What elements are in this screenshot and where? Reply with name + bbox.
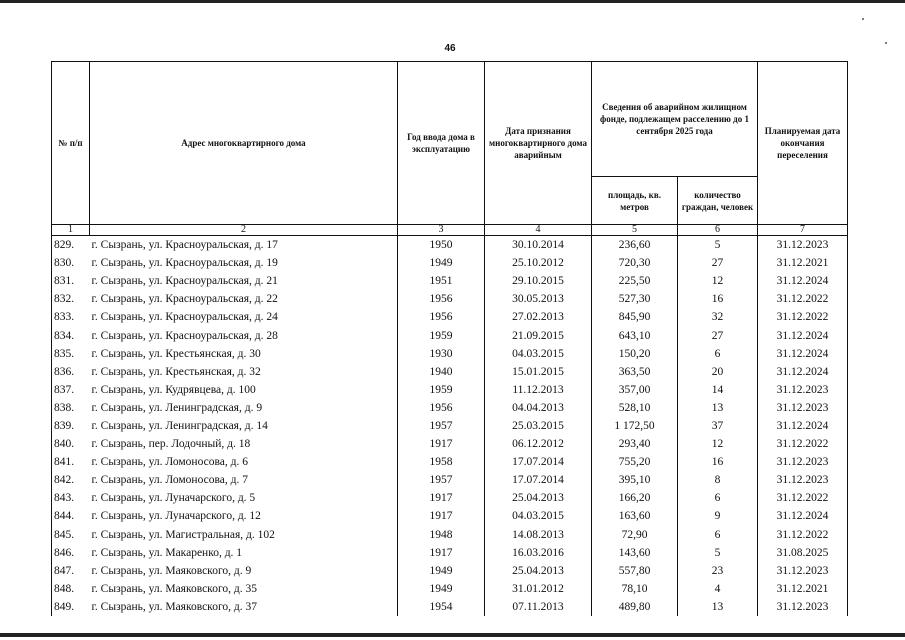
header-people: количество граждан, человек <box>678 177 758 225</box>
row-year: 1949 <box>398 254 485 272</box>
row-planned-date: 31.12.2022 <box>758 308 848 326</box>
row-number: 839. <box>52 417 90 435</box>
row-address: г. Сызрань, ул. Красноуральская, д. 28 <box>90 326 398 344</box>
row-people-count: 8 <box>678 471 758 489</box>
table-row <box>52 254 848 272</box>
row-area: 166,20 <box>592 489 678 507</box>
row-number: 829. <box>52 236 90 255</box>
row-recognition-date: 29.10.2015 <box>485 272 592 290</box>
row-area: 395,10 <box>592 471 678 489</box>
row-year: 1956 <box>398 399 485 417</box>
row-recognition-date: 30.10.2014 <box>485 236 592 255</box>
row-people-count: 9 <box>678 507 758 525</box>
table-row <box>52 236 848 255</box>
table-row <box>52 308 848 326</box>
row-address: г. Сызрань, ул. Луначарского, д. 5 <box>90 489 398 507</box>
row-year: 1948 <box>398 526 485 544</box>
table-row <box>52 363 848 381</box>
header-group: Сведения об аварийном жилищном фонде, подлежащем расселению до 1 сентября 2025 года <box>592 62 758 177</box>
row-people-count: 6 <box>678 345 758 363</box>
row-address: г. Сызрань, ул. Ленинградская, д. 9 <box>90 399 398 417</box>
row-people-count: 16 <box>678 290 758 308</box>
table-row <box>52 345 848 363</box>
row-area: 845,90 <box>592 308 678 326</box>
row-people-count: 5 <box>678 236 758 255</box>
row-number: 836. <box>52 363 90 381</box>
row-area: 225,50 <box>592 272 678 290</box>
table-row <box>52 453 848 471</box>
header-num: № п/п <box>52 62 90 225</box>
row-planned-date: 31.12.2023 <box>758 381 848 399</box>
row-recognition-date: 14.08.2013 <box>485 526 592 544</box>
table-row <box>52 562 848 580</box>
row-area: 293,40 <box>592 435 678 453</box>
row-number: 840. <box>52 435 90 453</box>
table-row <box>52 435 848 453</box>
row-recognition-date: 30.05.2013 <box>485 290 592 308</box>
row-recognition-date: 04.04.2013 <box>485 399 592 417</box>
row-planned-date: 31.12.2024 <box>758 345 848 363</box>
row-year: 1959 <box>398 326 485 344</box>
row-area: 643,10 <box>592 326 678 344</box>
row-address: г. Сызрань, ул. Крестьянская, д. 30 <box>90 345 398 363</box>
row-year: 1940 <box>398 363 485 381</box>
row-area: 557,80 <box>592 562 678 580</box>
row-address: г. Сызрань, ул. Ленинградская, д. 14 <box>90 417 398 435</box>
row-area: 720,30 <box>592 254 678 272</box>
row-people-count: 5 <box>678 544 758 562</box>
row-number: 838. <box>52 399 90 417</box>
row-area: 72,90 <box>592 526 678 544</box>
row-planned-date: 31.12.2021 <box>758 254 848 272</box>
row-recognition-date: 04.03.2015 <box>485 507 592 525</box>
row-area: 527,30 <box>592 290 678 308</box>
header-recognition-date: Дата признания многоквартирного дома аварийным <box>485 62 592 225</box>
row-area: 150,20 <box>592 345 678 363</box>
column-number: 5 <box>592 225 678 236</box>
table-row <box>52 272 848 290</box>
row-address: г. Сызрань, ул. Луначарского, д. 12 <box>90 507 398 525</box>
row-year: 1957 <box>398 417 485 435</box>
table-body <box>52 236 848 616</box>
row-area: 163,60 <box>592 507 678 525</box>
scan-top-edge <box>0 0 905 3</box>
row-recognition-date: 27.02.2013 <box>485 308 592 326</box>
row-address: г. Сызрань, ул. Красноуральская, д. 22 <box>90 290 398 308</box>
row-number: 842. <box>52 471 90 489</box>
row-planned-date: 31.12.2023 <box>758 236 848 255</box>
row-area: 755,20 <box>592 453 678 471</box>
row-people-count: 37 <box>678 417 758 435</box>
row-area: 489,80 <box>592 598 678 616</box>
row-year: 1958 <box>398 453 485 471</box>
row-address: г. Сызрань, ул. Маяковского, д. 9 <box>90 562 398 580</box>
row-people-count: 6 <box>678 489 758 507</box>
table-row <box>52 326 848 344</box>
row-address: г. Сызрань, ул. Крестьянская, д. 32 <box>90 363 398 381</box>
row-year: 1917 <box>398 435 485 453</box>
page-number: 46 <box>444 43 456 54</box>
row-year: 1954 <box>398 598 485 616</box>
row-year: 1949 <box>398 562 485 580</box>
row-planned-date: 31.12.2022 <box>758 489 848 507</box>
table-row <box>52 471 848 489</box>
row-people-count: 6 <box>678 526 758 544</box>
row-recognition-date: 11.12.2013 <box>485 381 592 399</box>
row-year: 1917 <box>398 544 485 562</box>
row-number: 833. <box>52 308 90 326</box>
table-row <box>52 526 848 544</box>
table-row <box>52 580 848 598</box>
row-number: 844. <box>52 507 90 525</box>
row-recognition-date: 15.01.2015 <box>485 363 592 381</box>
row-recognition-date: 25.04.2013 <box>485 489 592 507</box>
table-row <box>52 489 848 507</box>
header-planned-date: Планируемая дата окончания переселения <box>758 62 848 225</box>
row-recognition-date: 25.10.2012 <box>485 254 592 272</box>
row-planned-date: 31.12.2024 <box>758 326 848 344</box>
row-number: 847. <box>52 562 90 580</box>
row-address: г. Сызрань, ул. Кудрявцева, д. 100 <box>90 381 398 399</box>
row-year: 1917 <box>398 507 485 525</box>
row-address: г. Сызрань, ул. Красноуральская, д. 17 <box>90 236 398 255</box>
row-recognition-date: 07.11.2013 <box>485 598 592 616</box>
row-people-count: 27 <box>678 254 758 272</box>
row-recognition-date: 21.09.2015 <box>485 326 592 344</box>
scan-bottom-edge <box>0 633 905 637</box>
row-address: г. Сызрань, ул. Ломоносова, д. 6 <box>90 453 398 471</box>
row-planned-date: 31.12.2024 <box>758 272 848 290</box>
table-row <box>52 507 848 525</box>
row-year: 1951 <box>398 272 485 290</box>
row-address: г. Сызрань, ул. Маяковского, д. 37 <box>90 598 398 616</box>
row-area: 236,60 <box>592 236 678 255</box>
row-recognition-date: 17.07.2014 <box>485 471 592 489</box>
row-address: г. Сызрань, ул. Красноуральская, д. 21 <box>90 272 398 290</box>
row-number: 834. <box>52 326 90 344</box>
row-people-count: 14 <box>678 381 758 399</box>
row-people-count: 20 <box>678 363 758 381</box>
row-number: 831. <box>52 272 90 290</box>
scan-speck <box>885 42 887 44</box>
row-recognition-date: 16.03.2016 <box>485 544 592 562</box>
table-row <box>52 399 848 417</box>
column-number: 1 <box>52 225 90 236</box>
row-people-count: 13 <box>678 598 758 616</box>
row-recognition-date: 06.12.2012 <box>485 435 592 453</box>
row-address: г. Сызрань, ул. Макаренко, д. 1 <box>90 544 398 562</box>
row-people-count: 13 <box>678 399 758 417</box>
row-address: г. Сызрань, ул. Магистральная, д. 102 <box>90 526 398 544</box>
row-year: 1930 <box>398 345 485 363</box>
row-year: 1956 <box>398 308 485 326</box>
row-people-count: 27 <box>678 326 758 344</box>
row-recognition-date: 17.07.2014 <box>485 453 592 471</box>
housing-table <box>51 61 848 616</box>
row-planned-date: 31.12.2024 <box>758 507 848 525</box>
row-people-count: 4 <box>678 580 758 598</box>
row-recognition-date: 25.04.2013 <box>485 562 592 580</box>
column-number: 6 <box>678 225 758 236</box>
row-people-count: 32 <box>678 308 758 326</box>
column-number: 7 <box>758 225 848 236</box>
row-number: 830. <box>52 254 90 272</box>
row-area: 78,10 <box>592 580 678 598</box>
column-number: 2 <box>90 225 398 236</box>
row-planned-date: 31.12.2022 <box>758 526 848 544</box>
row-number: 841. <box>52 453 90 471</box>
row-area: 143,60 <box>592 544 678 562</box>
row-number: 849. <box>52 598 90 616</box>
row-address: г. Сызрань, ул. Красноуральская, д. 19 <box>90 254 398 272</box>
row-number: 837. <box>52 381 90 399</box>
row-planned-date: 31.12.2023 <box>758 471 848 489</box>
row-people-count: 12 <box>678 272 758 290</box>
row-people-count: 23 <box>678 562 758 580</box>
column-number: 4 <box>485 225 592 236</box>
row-address: г. Сызрань, ул. Красноуральская, д. 24 <box>90 308 398 326</box>
row-planned-date: 31.12.2024 <box>758 417 848 435</box>
row-planned-date: 31.12.2024 <box>758 363 848 381</box>
row-planned-date: 31.12.2023 <box>758 562 848 580</box>
row-address: г. Сызрань, пер. Лодочный, д. 18 <box>90 435 398 453</box>
row-area: 528,10 <box>592 399 678 417</box>
row-year: 1956 <box>398 290 485 308</box>
row-recognition-date: 31.01.2012 <box>485 580 592 598</box>
row-recognition-date: 04.03.2015 <box>485 345 592 363</box>
header-area: площадь, кв. метров <box>592 177 678 225</box>
row-recognition-date: 25.03.2015 <box>485 417 592 435</box>
row-number: 835. <box>52 345 90 363</box>
table-row <box>52 381 848 399</box>
table-row <box>52 290 848 308</box>
row-area: 357,00 <box>592 381 678 399</box>
table-row <box>52 598 848 616</box>
table-row <box>52 544 848 562</box>
scan-speck <box>862 18 864 20</box>
row-area: 363,50 <box>592 363 678 381</box>
row-year: 1950 <box>398 236 485 255</box>
row-people-count: 16 <box>678 453 758 471</box>
column-number: 3 <box>398 225 485 236</box>
row-year: 1917 <box>398 489 485 507</box>
row-planned-date: 31.12.2021 <box>758 580 848 598</box>
row-number: 832. <box>52 290 90 308</box>
row-year: 1959 <box>398 381 485 399</box>
row-area: 1 172,50 <box>592 417 678 435</box>
table-row <box>52 417 848 435</box>
header-address: Адрес многоквартирного дома <box>90 62 398 225</box>
row-address: г. Сызрань, ул. Ломоносова, д. 7 <box>90 471 398 489</box>
row-planned-date: 31.08.2025 <box>758 544 848 562</box>
row-planned-date: 31.12.2023 <box>758 399 848 417</box>
row-planned-date: 31.12.2022 <box>758 435 848 453</box>
row-planned-date: 31.12.2023 <box>758 453 848 471</box>
row-address: г. Сызрань, ул. Маяковского, д. 35 <box>90 580 398 598</box>
row-number: 845. <box>52 526 90 544</box>
row-number: 843. <box>52 489 90 507</box>
row-people-count: 12 <box>678 435 758 453</box>
row-planned-date: 31.12.2023 <box>758 598 848 616</box>
header-year: Год ввода дома в эксплуатацию <box>398 62 485 225</box>
row-number: 846. <box>52 544 90 562</box>
row-number: 848. <box>52 580 90 598</box>
row-year: 1949 <box>398 580 485 598</box>
row-planned-date: 31.12.2022 <box>758 290 848 308</box>
row-year: 1957 <box>398 471 485 489</box>
